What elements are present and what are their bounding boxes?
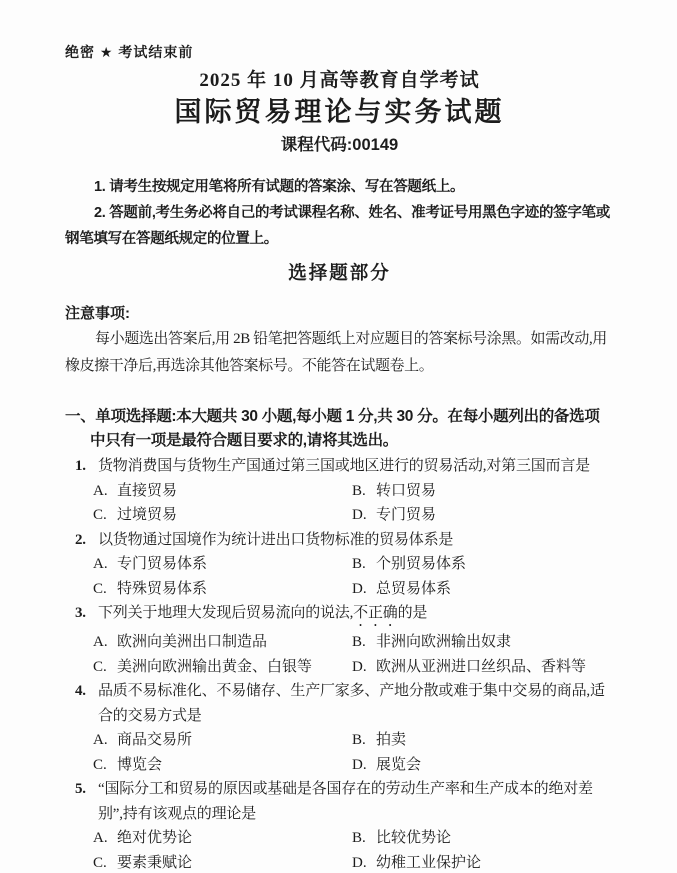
question-number: 1.: [75, 458, 86, 474]
options-grid: [93, 479, 614, 528]
option-text: 转口贸易: [376, 482, 437, 499]
option-item: [93, 851, 352, 873]
option-key: C.: [93, 854, 107, 871]
option-key: B.: [352, 830, 366, 846]
question-stem: [75, 528, 614, 553]
question-number: 4.: [75, 683, 86, 699]
question-item: [75, 679, 614, 777]
part-one-heading-text: 单项选择题:本大题共 30 小题,每小题 1 分,共 30 分。在每小题列出的备选项中只有一项是最符合题目要求的,请将其选出。: [90, 408, 600, 449]
option-text: 要素秉赋论: [117, 854, 193, 871]
option-key: A.: [93, 556, 108, 572]
option-item: [352, 552, 614, 577]
option-item: [352, 655, 614, 680]
option-item: [352, 479, 614, 504]
option-key: A.: [93, 482, 108, 499]
option-item: [352, 753, 614, 778]
question-stem-text: “国际分工和贸易的原因或基础是各国存在的劳动生产率和生产成本的绝对差别”,持有该观点的理论是: [98, 781, 593, 822]
options-grid: [93, 552, 614, 601]
part-one-heading: [65, 405, 614, 453]
notes-heading: 注意事项:: [65, 305, 130, 322]
option-text: 美洲向欧洲输出黄金、白银等: [117, 658, 313, 675]
question-item: [75, 777, 614, 873]
option-key: D.: [352, 507, 367, 523]
option-key: A.: [93, 830, 108, 846]
instructions-block: [65, 174, 614, 252]
option-key: D.: [352, 756, 367, 773]
question-stem-text: 品质不易标准化、不易储存、生产厂家多、产地分散或难于集中交易的商品,适合的交易方式是: [98, 683, 605, 724]
question-stem-text: 以货物通过国境作为统计进出口货物标准的贸易体系是: [98, 531, 454, 548]
option-item: [352, 728, 614, 753]
option-key: D.: [352, 580, 367, 597]
questions-list: [65, 454, 614, 873]
option-item: [352, 577, 614, 602]
option-text: 商品交易所: [117, 732, 193, 748]
option-text: 特殊贸易体系: [117, 580, 208, 597]
question-stem: [75, 454, 614, 479]
choice-section-header: 选择题部分: [288, 262, 391, 283]
option-text: 绝对优势论: [117, 830, 193, 846]
option-item: [93, 753, 352, 778]
question-stem-text: 货物消费国与货物生产国通过第三国或地区进行的贸易活动,对第三国而言是: [98, 458, 590, 474]
question-number: 3.: [75, 605, 86, 621]
course-code: 课程代码:00149: [280, 136, 399, 154]
option-text: 直接贸易: [117, 482, 178, 499]
option-text: 总贸易体系: [376, 580, 452, 597]
option-text: 个别贸易体系: [376, 556, 467, 572]
option-text: 非洲向欧洲输出奴隶: [376, 634, 512, 650]
option-text: 展览会: [376, 756, 422, 773]
option-text: 过境贸易: [117, 507, 178, 523]
option-key: C.: [93, 756, 107, 773]
question-stem-text: 下列关于地理大发现后贸易流向的说法,不正确的是: [98, 605, 428, 621]
option-text: 拍卖: [376, 732, 407, 748]
option-key: C.: [93, 658, 107, 675]
secret-banner: 绝密 ★ 考试结束前: [65, 44, 194, 60]
question-item: [75, 528, 614, 602]
option-item: [93, 577, 352, 602]
options-grid: [93, 630, 614, 679]
option-key: B.: [352, 556, 366, 572]
option-key: C.: [93, 507, 107, 523]
options-grid: [93, 826, 614, 873]
option-text: 专门贸易体系: [117, 556, 208, 572]
question-stem: [75, 777, 614, 826]
option-text: 欧洲向美洲出口制造品: [117, 634, 268, 650]
option-item: [93, 630, 352, 655]
question-stem: [75, 601, 614, 630]
option-text: 幼稚工业保护论: [376, 854, 482, 871]
option-key: A.: [93, 732, 108, 748]
option-key: C.: [93, 580, 107, 597]
option-key: A.: [93, 634, 108, 650]
question-stem-emphasis: 不正确: [353, 605, 398, 621]
option-item: [352, 851, 614, 873]
option-key: D.: [352, 658, 367, 675]
exam-title: 国际贸易理论与实务试题: [174, 97, 505, 127]
question-stem: [75, 679, 614, 728]
option-item: [93, 826, 352, 851]
option-key: D.: [352, 854, 367, 871]
option-text: 欧洲从亚洲进口丝织品、香料等: [376, 658, 587, 675]
part-one-number: 一、: [65, 408, 96, 425]
option-key: B.: [352, 634, 366, 650]
option-item: [352, 826, 614, 851]
option-item: [352, 503, 614, 528]
option-key: B.: [352, 482, 366, 499]
option-item: [352, 630, 614, 655]
option-text: 博览会: [117, 756, 163, 773]
question-number: 2.: [75, 531, 86, 548]
option-item: [93, 479, 352, 504]
options-grid: [93, 728, 614, 777]
option-text: 比较优势论: [376, 830, 452, 846]
option-text: 专门贸易: [376, 507, 437, 523]
option-key: B.: [352, 732, 366, 748]
exam-session-title: 2025 年 10 月高等教育自学考试: [199, 70, 480, 91]
option-item: [93, 728, 352, 753]
instruction-2: 2. 答题前,考生务必将自己的考试课程名称、姓名、准考证号用黑色字迹的签字笔或钢笔填写在答题纸规定的位置上。: [65, 205, 610, 247]
option-item: [93, 503, 352, 528]
instruction-1: 1. 请考生按规定用笔将所有试题的答案涂、写在答题纸上。: [94, 179, 465, 195]
option-item: [93, 552, 352, 577]
question-number: 5.: [75, 781, 86, 797]
question-item: [75, 454, 614, 528]
question-item: [75, 601, 614, 679]
option-item: [93, 655, 352, 680]
notes-body: 每小题选出答案后,用 2B 铅笔把答题纸上对应题目的答案标号涂黑。如需改动,用橡皮擦干净后,再选涂其他答案标号。不能答在试题卷上。: [65, 331, 607, 374]
